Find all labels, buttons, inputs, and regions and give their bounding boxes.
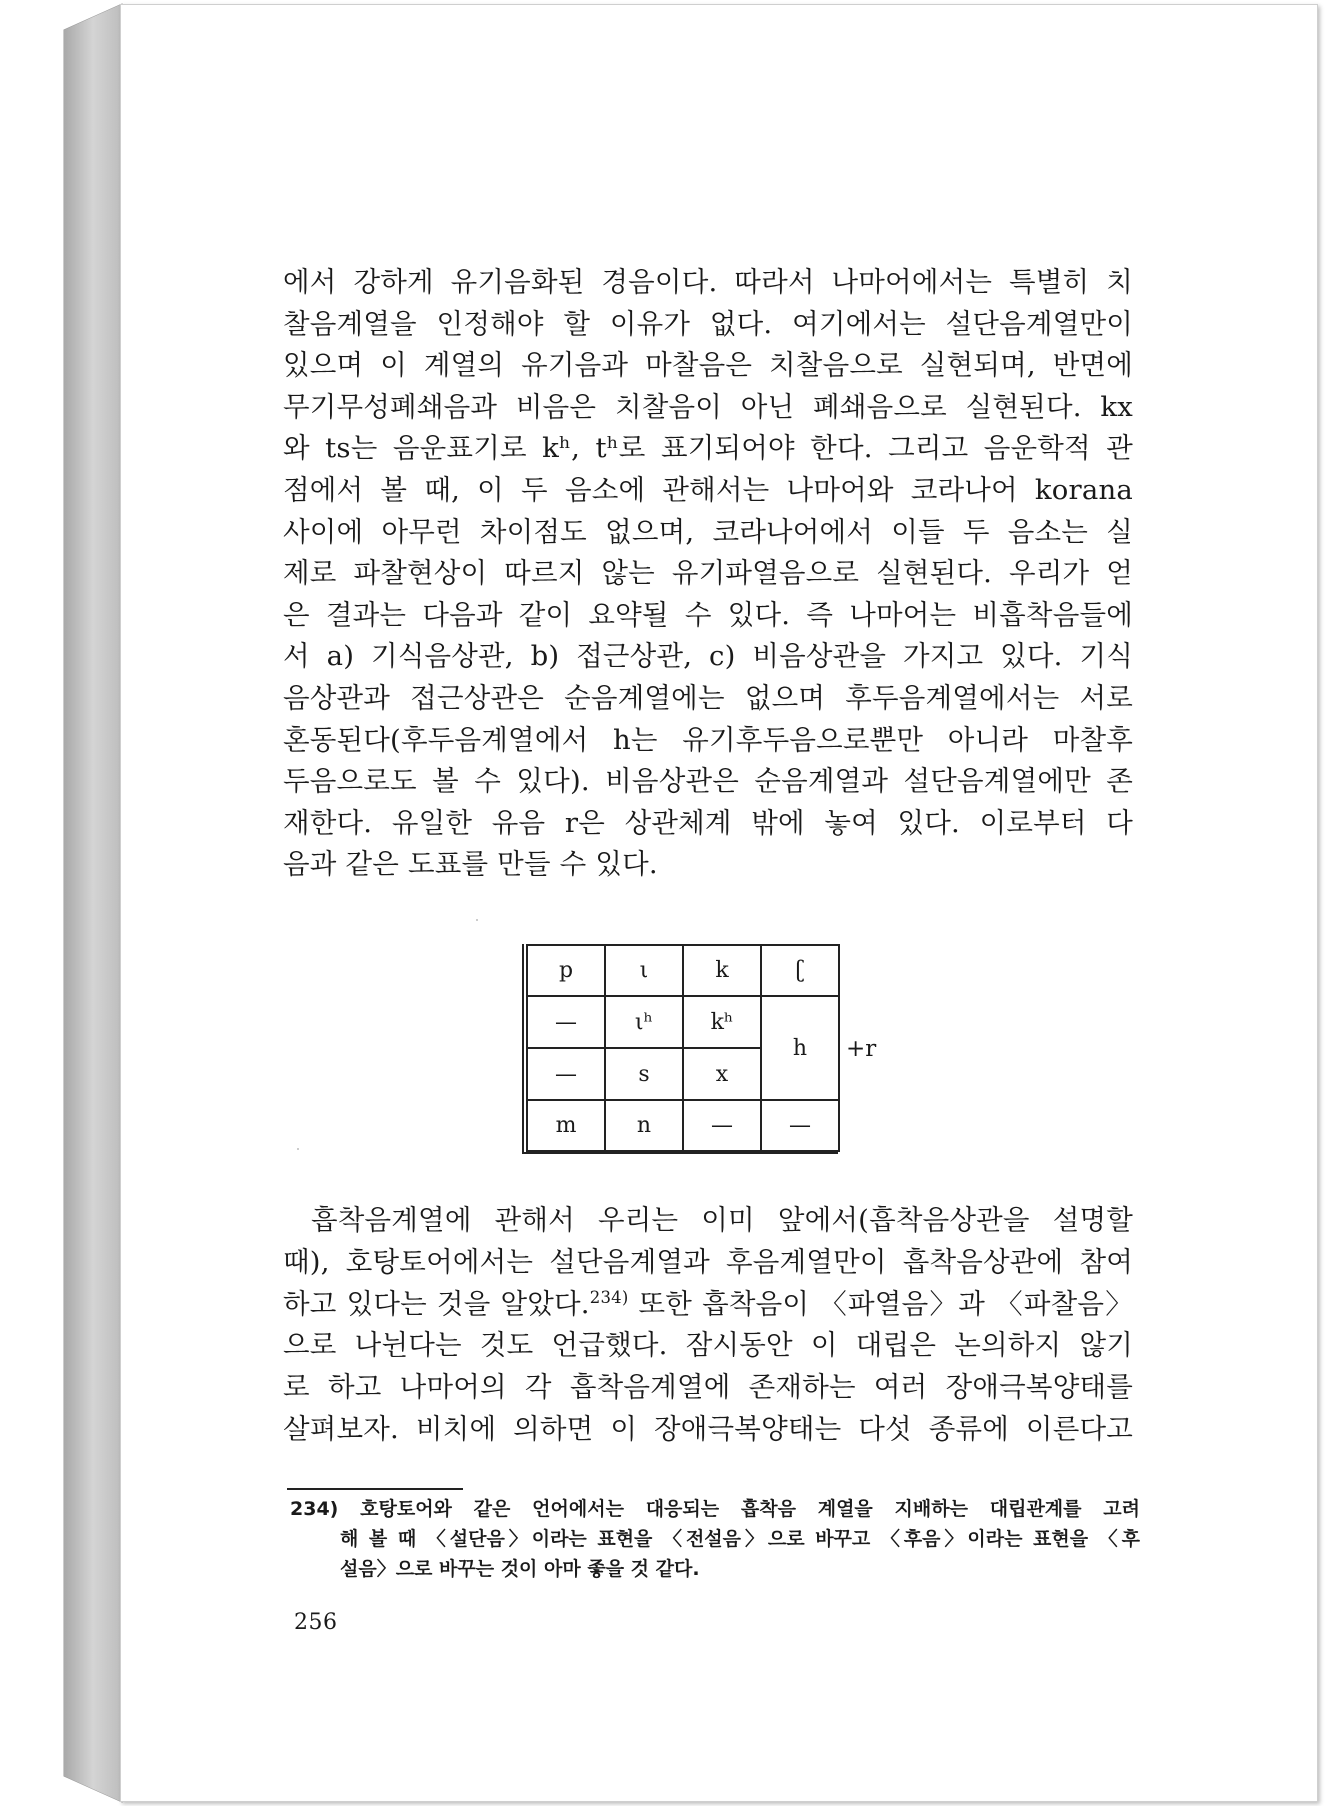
table-bottom-border	[522, 1152, 838, 1154]
scan-speck	[297, 1148, 299, 1150]
text-line: 찰음계열을 인정해야 할 이유가 없다. 여기에서는 설단음계열만이	[283, 307, 1133, 340]
footnote-line: 설음〉으로 바꾸는 것이 아마 좋을 것 같다.	[340, 1558, 700, 1580]
footnote-line: 해 볼 때 〈설단음〉이라는 표현을 〈전설음〉으로 바꾸고 〈후음〉이라는 표현을 〈후	[340, 1528, 1140, 1550]
text-line: 으로 나뉜다는 것도 언급했다. 잠시동안 이 대립은 논의하지 않기	[283, 1329, 1133, 1362]
text-line: 와 ts는 음운표기로 kʰ, tʰ로 표기되어야 한다. 그리고 음운학적 관	[283, 432, 1133, 465]
text-line: 로 하고 나마어의 각 흡착음계열에 존재하는 여러 장애극복양태를	[283, 1371, 1133, 1404]
footnote-rule	[287, 1488, 463, 1490]
table-cell: ιʰ	[605, 996, 683, 1048]
text-line: 흡착음계열에 관해서 우리는 이미 앞에서(흡착음상관을 설명할	[311, 1204, 1133, 1236]
table-cell: —	[527, 1048, 605, 1100]
table-cell: p	[527, 945, 605, 996]
text-line: 서 a) 기식음상관, b) 접근상관, c) 비음상관을 가지고 있다. 기식	[283, 640, 1133, 673]
text-line: 사이에 아무런 차이점도 없으며, 코라나어에서 이들 두 음소는 실	[283, 515, 1133, 548]
paragraph-2	[283, 1200, 1133, 1451]
footnote-number: 234)	[290, 1498, 339, 1520]
text-line: 에서 강하게 유기음화된 경음이다. 따라서 나마어에서는 특별히 치	[283, 266, 1133, 298]
text-line: 두음으로도 볼 수 있다). 비음상관은 순음계열과 설단음계열에만 존	[283, 765, 1133, 798]
text-line: 재한다. 유일한 유음 r은 상관체계 밖에 놓여 있다. 이로부터 다	[283, 806, 1133, 839]
scan-speck	[476, 919, 478, 921]
table-cell: ι	[605, 945, 683, 996]
text-line: 음상관과 접근상관은 순음계열에는 없으며 후두음계열에서는 서로	[283, 681, 1133, 714]
table-row	[527, 945, 839, 996]
page-number: 256	[294, 1610, 338, 1635]
table-cell: x	[683, 1048, 761, 1100]
table-cell: ʗ	[761, 945, 839, 996]
text-line: 때), 호탕토어에서는 설단음계열과 후음계열만이 흡착음상관에 참여	[283, 1245, 1133, 1278]
table-row	[527, 1100, 839, 1151]
text-fragment: 하고 있다는 것을 알았다.	[283, 1287, 590, 1320]
table-cell: —	[527, 996, 605, 1048]
plus-r-label: +r	[846, 1036, 877, 1062]
phoneme-table	[526, 944, 840, 1152]
footnote-reference: 234)	[589, 1287, 629, 1307]
text-line: 살펴보자. 비치에 의하면 이 장애극복양태는 다섯 종류에 이른다고	[283, 1412, 1133, 1445]
table-cell: m	[527, 1100, 605, 1151]
table-cell: n	[605, 1100, 683, 1151]
text-line: 혼동된다(후두음계열에서 h는 유기후두음으로뿐만 아니라 마찰후	[283, 723, 1133, 756]
footnote	[290, 1494, 1140, 1584]
text-line	[283, 1284, 1133, 1326]
text-line: 있으며 이 계열의 유기음과 마찰음은 치찰음으로 실현되며, 반면에	[283, 349, 1133, 382]
table-left-border	[522, 944, 524, 1152]
table-cell: s	[605, 1048, 683, 1100]
footnote-line	[290, 1494, 1140, 1524]
table-cell: —	[683, 1100, 761, 1151]
table-row	[527, 996, 839, 1048]
table-cell-h: h	[761, 996, 839, 1100]
text-line: 음과 같은 도표를 만들 수 있다.	[283, 848, 658, 881]
text-line: 제로 파찰현상이 따르지 않는 유기파열음으로 실현된다. 우리가 얻	[283, 557, 1133, 590]
text-line: 은 결과는 다음과 같이 요약될 수 있다. 즉 나마어는 비흡착음들에	[283, 598, 1133, 631]
table-cell: k	[683, 945, 761, 996]
table-cell: —	[761, 1100, 839, 1151]
text-line: 점에서 볼 때, 이 두 음소에 관해서는 나마어와 코라나어 korana	[283, 473, 1133, 506]
text-fragment: 또한 흡착음이 〈파열음〉과 〈파찰음〉	[638, 1287, 1133, 1320]
table-cell: kʰ	[683, 996, 761, 1048]
footnote-text: 호탕토어와 같은 언어에서는 대응되는 흡착음 계열을 지배하는 대립관계를 고려	[360, 1498, 1140, 1520]
text-line: 무기무성폐쇄음과 비음은 치찰음이 아닌 폐쇄음으로 실현된다. kx	[283, 390, 1133, 423]
paragraph-1	[283, 262, 1133, 886]
